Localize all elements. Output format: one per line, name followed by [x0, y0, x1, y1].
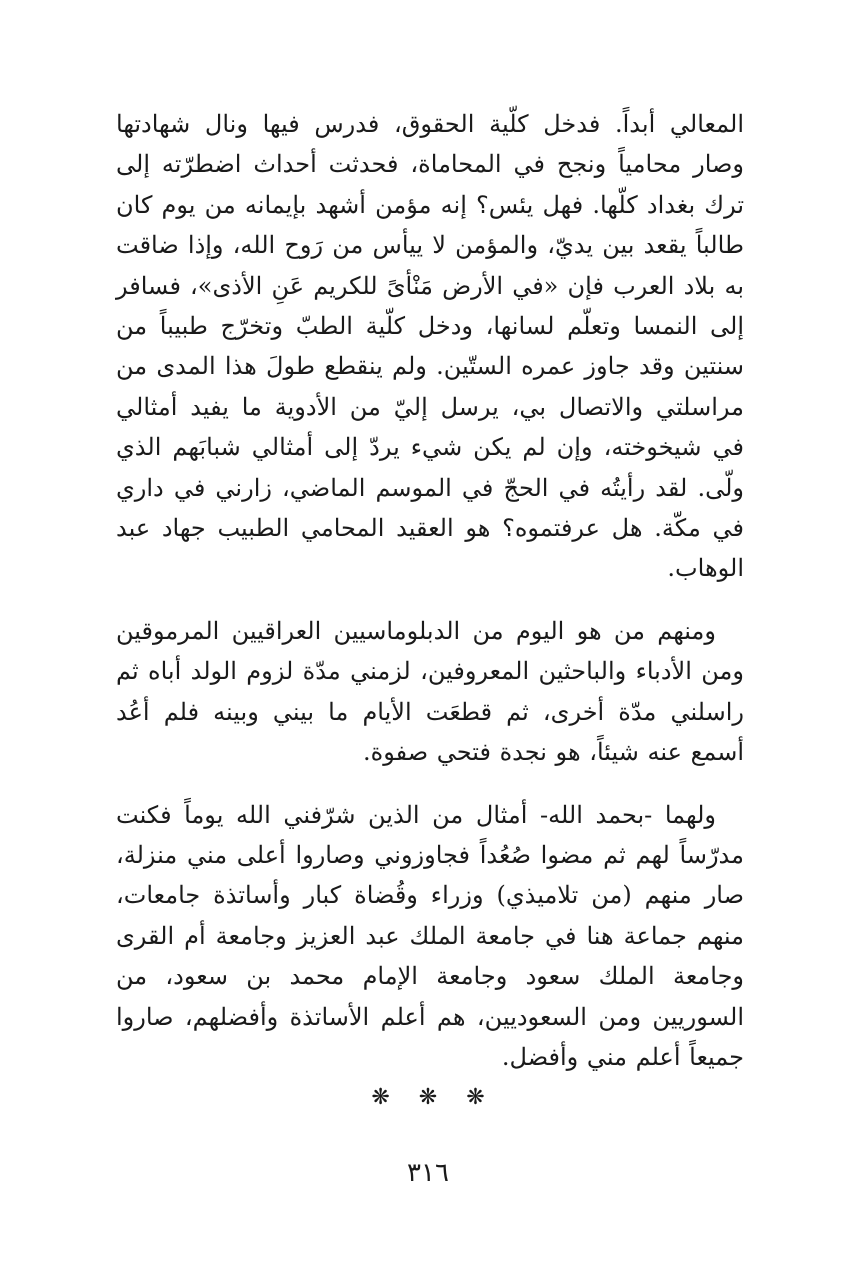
- asterisk-ornament: ❋: [466, 1085, 485, 1110]
- paragraph-1: المعالي أبداً. فدخل كلّية الحقوق، فدرس فيها ونال شهادتها وصار محامياً ونجح في المحاماة، فحدثت أحداث اضطرّته إلى ترك بغداد كلّها. فهل يئس؟ إنه مؤمن أشهد بإيمانه من يوم كان طالباً يقعد بين يديّ، والمؤمن لا ييأس من رَوح الله، وإذا ضاقت به بلاد العرب فإن «في الأرض مَنْأىً للكريم عَنِ الأذى»، فسافر إلى النمسا وتعلّم لسانها، ودخل كلّية الطبّ وتخرّج طبيباً من سنتين وقد جاوز عمره الستّين. ولم ينقطع طولَ هذا المدى من مراسلتي والاتصال بي، يرسل إليّ من الأدوية ما يفيد أمثالي في شيخوخته، وإن لم يكن شيء يردّ إلى أمثالي شبابَهم الذي ولّى. لقد رأيتُه في الحجّ في الموسم الماضي، زارني في داري في مكّة. هل عرفتموه؟ هو العقيد المحامي الطبيب جهاد عبد الوهاب.: [116, 110, 745, 583]
- paragraph-3: ولهما -بحمد الله- أمثال من الذين شرّفني الله يوماً فكنت مدرّساً لهم ثم مضوا صُعُداً فجاوزوني وصاروا أعلى مني منزلة، صار منهم (من تلاميذي) وزراء وقُضاة كبار وأساتذة جامعات، منهم جماعة هنا في جامعة الملك عبد العزيز وجامعة أم القرى وجامعة الملك سعود وجامعة الإمام محمد بن سعود، من السوريين ومن السعوديين، هم أعلم الأساتذة وأفضلهم، صاروا جميعاً أعلم مني وأفضل.: [116, 800, 744, 1071]
- section-separator: [0, 1085, 856, 1110]
- paragraph-2: ومنهم من هو اليوم من الدبلوماسيين العراقيين المرموقين ومن الأدباء والباحثين المعروفين، لزمني مدّة لزوم الولد أباه ثم راسلني مدّة أخرى، ثم قطعَت الأيام ما بيني وبينه فلم أعُد أسمع عنه شيئاً، هو نجدة فتحي صفوة.: [116, 616, 744, 767]
- asterisk-ornament: ❋: [371, 1085, 390, 1110]
- page-body: [116, 104, 744, 1077]
- asterisk-ornament: ❋: [418, 1085, 438, 1110]
- page-number: ٣١٦: [407, 1158, 449, 1188]
